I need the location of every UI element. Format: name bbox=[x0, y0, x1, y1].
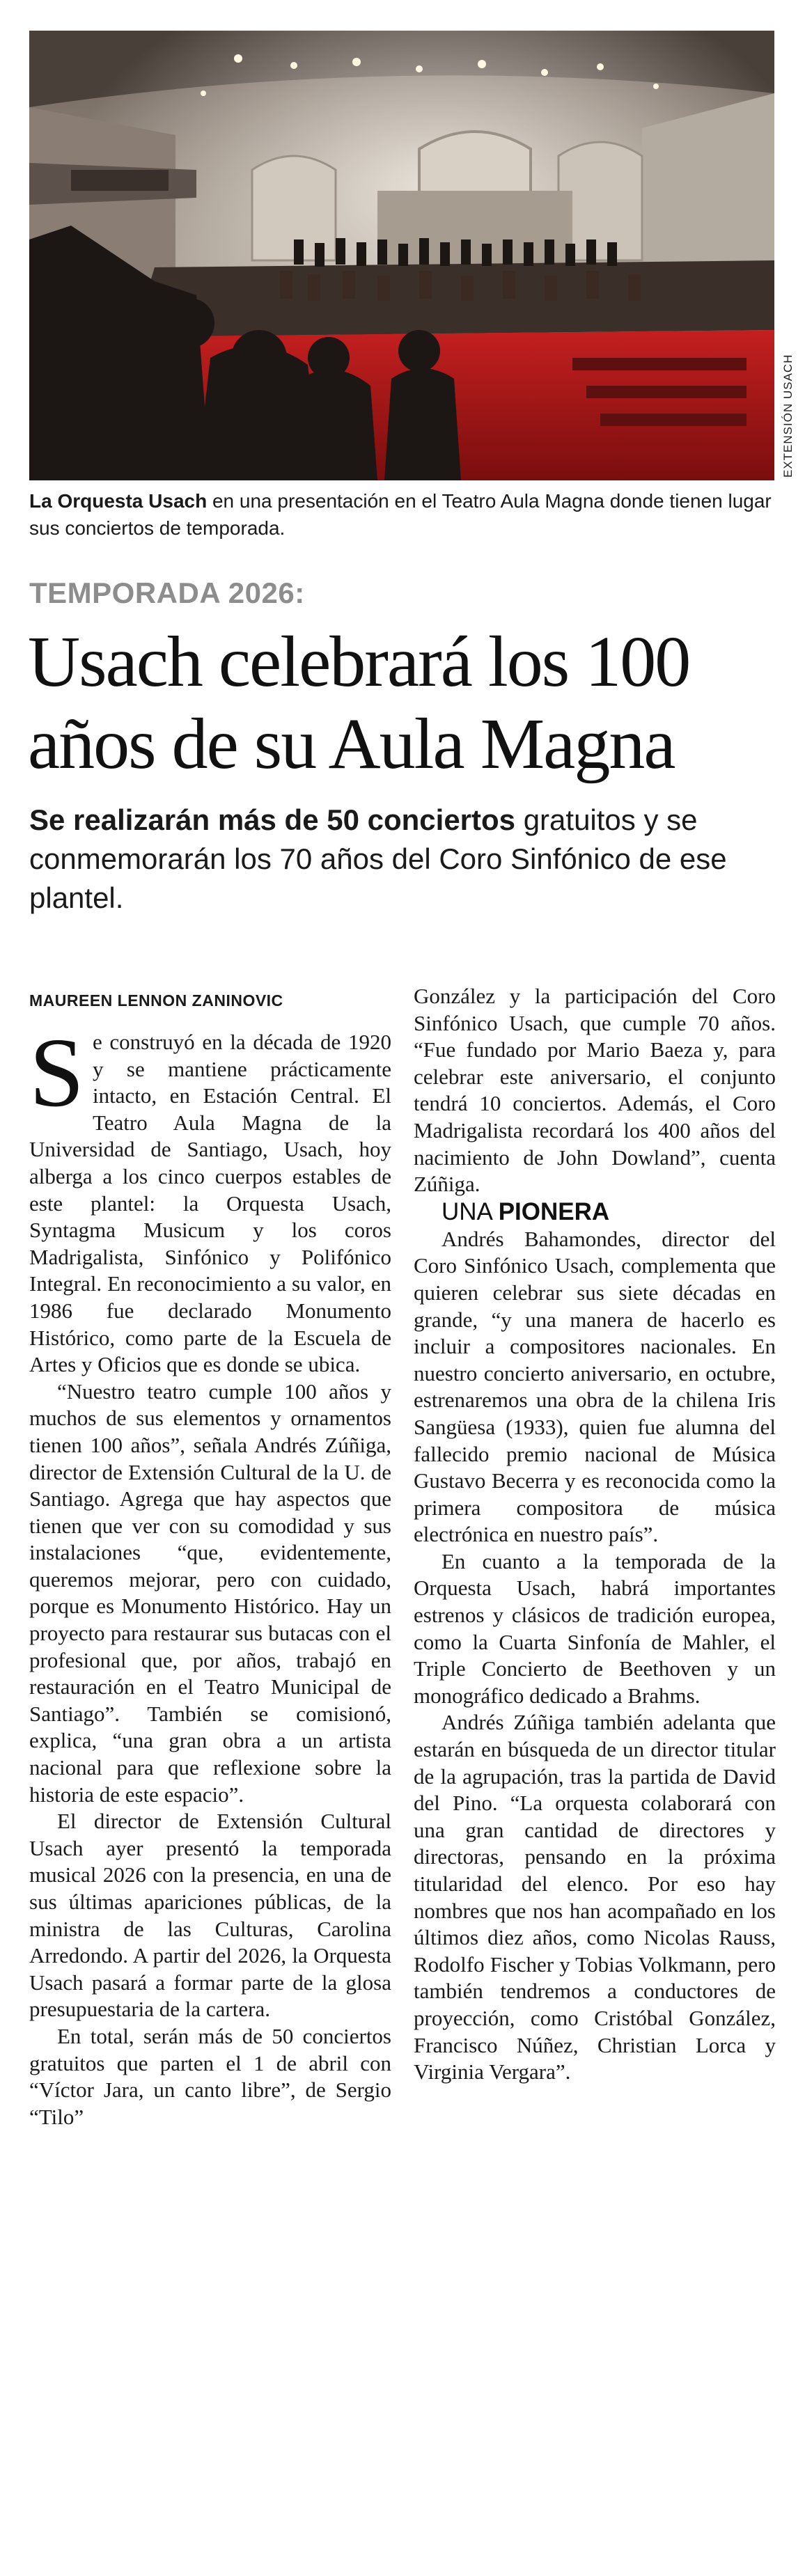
photo-caption bbox=[29, 487, 776, 542]
article-paragraph: En cuanto a la temporada de la Orquesta Usach, habrá importantes estrenos y clásicos de tradición europea, como la Cuarta Sinfonía de Mahler, el Triple Concierto de Beethoven y un monográfico dedicado a Brahms. bbox=[414, 1548, 776, 1708]
subhead-prefix: UNA bbox=[441, 1197, 499, 1225]
deck-text: gratuitos y se conmemorarán los 70 años del Coro Sinfónico de ese plantel. bbox=[29, 803, 727, 914]
byline: MAUREEN LENNON ZANINOVIC bbox=[29, 991, 283, 1010]
caption-text: en una presentación en el Teatro Aula Magna donde tienen lugar sus conciertos de temporada. bbox=[29, 490, 772, 539]
headline: Usach celebrará los 100 años de su Aula Magna bbox=[28, 622, 690, 784]
article-paragraph: El director de Extensión Cultural Usach ayer presentó la temporada musical 2026 con la presencia, en una de sus últimas apariciones públicas, de la ministra de las Culturas, Carolina Arredondo. A partir del 2026, la Orquesta Usach pasará a formar parte de la glosa presupuestaria de la cartera. bbox=[29, 1809, 391, 2022]
concert-hall-illustration bbox=[29, 31, 774, 480]
kicker: TEMPORADA 2026: bbox=[29, 576, 305, 609]
subhead-bold: PIONERA bbox=[498, 1197, 610, 1225]
photo-credit: EXTENSIÓN USACH bbox=[781, 354, 795, 478]
article-paragraph: González y la participación del Coro Sinfónico Usach, que cumple 70 años. “Fue fundado por Mario Baeza y, para celebrar este aniversario, el conjunto tendrá 10 conciertos. Además, el Coro Madrigalista recordará los 400 años del nacimiento de John Dowland”, cuenta Zúñiga. bbox=[414, 984, 776, 1197]
deck bbox=[29, 801, 781, 918]
orchestra-photo bbox=[29, 31, 774, 480]
article-column-left bbox=[29, 1017, 391, 2130]
article-paragraph: “Nuestro teatro cumple 100 años y muchos de sus elementos y ornamentos tienen 100 años”, señala Andrés Zúñiga, director de Extensión Cultural de la U. de Santiago. Agrega que hay aspectos que tienen que ver con su comodidad y sus instalaciones “que, evidentemente, queremos mejorar, pero con cuidado, porque es Monumento Histórico. Hay un proyecto para restaurar sus butacas con el profesional que, por años, trabajó en restauración en el Teatro Municipal de Santiago”. También se comisionó, explica, “una gran obra a un artista nacional para que reflexione sobre la historia de este espacio”. bbox=[29, 1379, 391, 1807]
caption-lead: La Orquesta Usach bbox=[29, 490, 208, 512]
dropcap: S bbox=[29, 1017, 84, 1127]
section-subhead bbox=[414, 1198, 776, 1226]
article-paragraph bbox=[29, 1017, 391, 1379]
paragraph-text: e construyó en la década de 1920 y se mantiene prácticamente intacto, en Estación Central. El Teatro Aula Magna de la Universidad de Santiago, Usach, hoy alberga a los cinco cuerpos estables de este plantel: la Orquesta Usach, Syntagma Musicum y los coros Madrigalista, Sinfónico y Polifónico Integral. En reconocimiento a su valor, en 1986 fue declarado Monumento Histórico, como parte de la Escuela de Artes y Oficios que es donde se ubica. bbox=[29, 1030, 391, 1377]
article-paragraph: Andrés Zúñiga también adelanta que estarán en búsqueda de un director titular de la agrupación, tras la partida de David del Pino. “La orquesta colaborará con una gran cantidad de directores y directoras, pensando en la próxima titularidad del elenco. Por eso hay nombres que nos han acompañado en los últimos diez años, como Nicolas Rauss, Rodolfo Fischer y Tobias Volkmann, pero también tendremos a conductores de proyección, como Cristóbal González, Francisco Núñez, Christian Lorca y Virginia Vergara”. bbox=[414, 1710, 776, 2084]
article-column-right bbox=[414, 983, 776, 2086]
deck-lead: Se realizarán más de 50 conciertos bbox=[29, 803, 516, 836]
article-paragraph: En total, serán más de 50 conciertos gratuitos que parten el 1 de abril con “Víctor Jara, un canto libre”, de Sergio “Tilo” bbox=[29, 2023, 391, 2129]
article-paragraph: Andrés Bahamondes, director del Coro Sinfónico Usach, complementa que quieren celebrar sus siete décadas en grande, “y una manera de hacerlo es incluir a compositores nacionales. En nuestro concierto aniversario, en octubre, estrenaremos una obra de la chilena Iris Sangüesa (1933), quien fue alumna del fallecido premio nacional de Música Gustavo Becerra y es reconocida como la primera compositora de música electrónica en nuestro país”. bbox=[414, 1226, 776, 1547]
